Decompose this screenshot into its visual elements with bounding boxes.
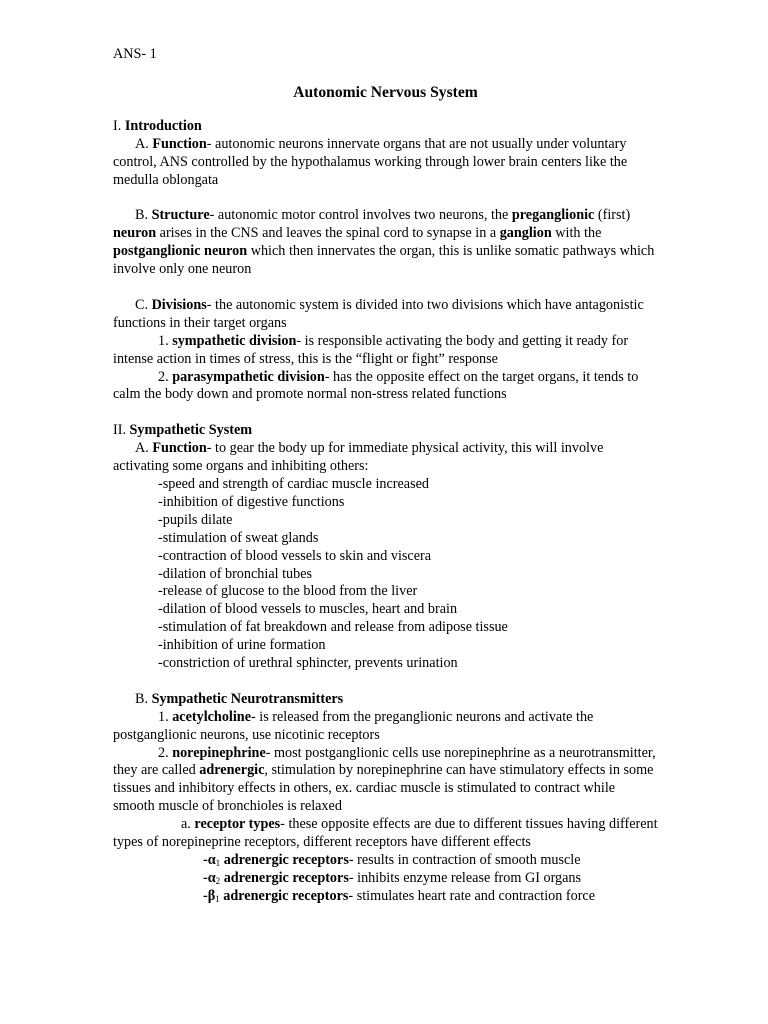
term: ganglion	[499, 225, 552, 242]
list-item: -constriction of urethral sphincter, prevents urination	[158, 655, 458, 672]
paragraph-text: which then innervates the organ, this is unlike somatic pathways which involve only one neuron	[113, 243, 655, 278]
item-marker: A.	[135, 135, 153, 152]
paragraph-text: - is released from the preganglionic neurons and activate the postganglionic neurons, use nicotinic receptors	[113, 708, 594, 743]
greek-letter: α	[207, 869, 216, 886]
item-marker: 2.	[158, 368, 173, 385]
paragraph-text: - to gear the body up for immediate physical activity, this will involve activating some organs and inhibiting others:	[113, 440, 604, 475]
item-marker: 1.	[158, 332, 173, 349]
term: adrenergic	[199, 762, 265, 779]
paragraph-text: - the autonomic system is divided into two divisions which have antagonistic functions in their target organs	[113, 296, 644, 331]
list-item: -stimulation of fat breakdown and release from adipose tissue	[158, 619, 508, 636]
dash: -	[203, 869, 208, 886]
receptor-item	[203, 888, 658, 906]
term: Divisions	[151, 296, 207, 313]
paragraph-text: - these opposite effects are due to different tissues having different types of norepineprine receptors, different receptors have different effects	[113, 816, 658, 851]
norepinephrine-item	[113, 745, 658, 817]
dash: -	[203, 887, 208, 904]
effects-list	[113, 476, 658, 673]
document-title: Autonomic Nervous System	[293, 83, 478, 101]
term: norepinephrine	[172, 744, 266, 761]
term: acetylcholine	[172, 708, 251, 725]
section-1-heading	[113, 118, 658, 136]
term: Structure	[151, 207, 210, 224]
receptor-list	[113, 852, 658, 906]
neurotransmitters-heading	[113, 691, 658, 709]
list-item: -speed and strength of cardiac muscle increased	[158, 475, 430, 492]
list-item: -stimulation of sweat glands	[158, 529, 319, 546]
item-marker: 2.	[158, 744, 173, 761]
paragraph-text: arises in the CNS and leaves the spinal cord to synapse in a	[156, 225, 500, 242]
paragraph-text: - autonomic neurons innervate organs that are not usually under voluntary control, ANS controlled by the hypothalamus working through lower brain centers like the medulla oblongata	[113, 135, 628, 188]
acetylcholine-item	[113, 709, 658, 745]
paragraph-text: - stimulates heart rate and contraction force	[348, 887, 596, 904]
term: neuron	[113, 225, 157, 242]
list-item: -inhibition of digestive functions	[158, 493, 345, 510]
term: parasympathetic division	[172, 368, 325, 385]
term: postganglionic neuron	[113, 243, 248, 260]
list-item: -dilation of blood vessels to muscles, heart and brain	[158, 601, 458, 618]
intro-function-paragraph	[113, 136, 658, 190]
paragraph-text: - most postganglionic cells use norepinephrine as a neurotransmitter, they are called	[113, 744, 656, 779]
term: adrenergic receptors	[220, 852, 349, 868]
paragraph-text: (first)	[594, 207, 631, 224]
subscript: 1	[215, 893, 220, 904]
list-item: -release of glucose to the blood from the liver	[158, 583, 418, 600]
intro-divisions-paragraph	[113, 297, 658, 333]
term: sympathetic division	[172, 332, 297, 349]
section-number: I.	[113, 117, 125, 134]
receptor-item	[203, 870, 658, 888]
sympathetic-function-paragraph	[113, 440, 658, 476]
term: adrenergic receptors	[220, 869, 349, 886]
item-marker: C.	[135, 296, 152, 313]
receptor-types-item	[113, 816, 658, 852]
list-item: -dilation of bronchial tubes	[158, 565, 313, 582]
section-2-heading	[113, 422, 658, 440]
item-marker: B.	[135, 207, 152, 224]
greek-letter: α	[207, 852, 216, 868]
list-item: -pupils dilate	[158, 511, 233, 528]
item-marker: a.	[181, 816, 195, 833]
term: Function	[152, 135, 207, 152]
section-title: Introduction	[124, 117, 202, 134]
list-item: -inhibition of urine formation	[158, 637, 326, 654]
item-marker: 1.	[158, 708, 173, 725]
section-number: II.	[113, 422, 130, 439]
paragraph-text: - inhibits enzyme release from GI organs	[348, 869, 582, 886]
section-title: Sympathetic System	[129, 422, 253, 439]
term: receptor types	[194, 816, 281, 833]
receptor-item	[203, 852, 658, 870]
paragraph-text: - autonomic motor control involves two neurons, the	[209, 207, 512, 224]
sympathetic-division-item	[113, 333, 658, 369]
intro-structure-paragraph	[113, 207, 658, 279]
paragraph-text: - has the opposite effect on the target organs, it tends to calm the body down and promote normal non-stress related functions	[113, 368, 639, 403]
term: preganglionic	[511, 207, 595, 224]
paragraph-text: - is responsible activating the body and getting it ready for intense action in times of stress, this is the “flight or fight” response	[113, 332, 629, 367]
paragraph-text: with the	[551, 225, 602, 242]
dash: -	[203, 852, 208, 868]
parasympathetic-division-item	[113, 369, 658, 405]
term: adrenergic receptors	[219, 887, 349, 904]
term: Function	[152, 440, 207, 457]
subscript: 2	[215, 875, 221, 886]
paragraph-text: , stimulation by norepinephrine can have stimulatory effects in some tissues and inhibitory effects in others, ex. cardiac muscle is stimulated to contract while smooth muscle of bronchioles is relaxed	[113, 762, 654, 815]
paragraph-text: - results in contraction of smooth muscle	[348, 852, 581, 868]
subsection-title: Sympathetic Neurotransmitters	[151, 690, 344, 707]
page-header: ANS- 1	[113, 46, 157, 62]
list-item: -contraction of blood vessels to skin and viscera	[158, 547, 432, 564]
greek-letter: β	[207, 887, 216, 904]
subscript: 1	[215, 858, 221, 868]
item-marker: A.	[135, 440, 153, 457]
item-marker: B.	[135, 690, 152, 707]
